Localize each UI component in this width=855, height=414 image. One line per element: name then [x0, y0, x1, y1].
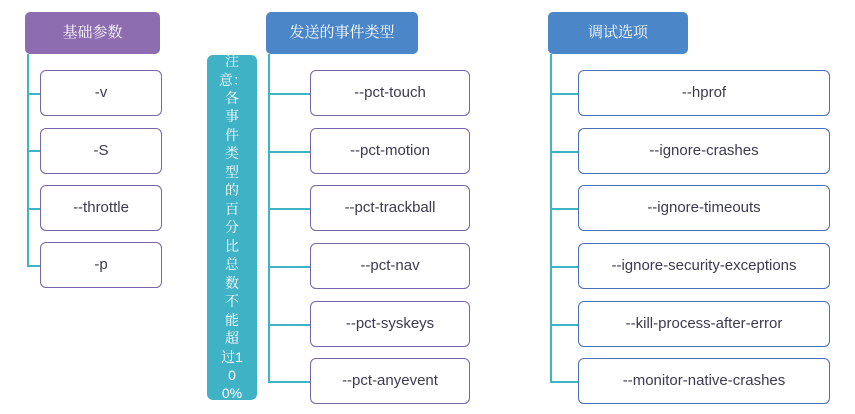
group-header-event-types[interactable]: 发送的事件类型	[266, 12, 418, 54]
node-basic-param-v[interactable]: -v	[40, 70, 162, 116]
connector-branch-event-2	[268, 151, 310, 153]
connector-branch-event-3	[268, 208, 310, 210]
node-event-pct-touch[interactable]: --pct-touch	[310, 70, 470, 116]
connector-branch-basic-2	[27, 150, 41, 152]
node-debug-hprof[interactable]: --hprof	[578, 70, 830, 116]
node-event-pct-syskeys[interactable]: --pct-syskeys	[310, 301, 470, 347]
connector-branch-event-5	[268, 324, 310, 326]
group-header-debug-options[interactable]: 调试选项	[548, 12, 688, 54]
connector-branch-debug-4	[550, 266, 578, 268]
note-percentage-limit	[207, 55, 257, 400]
node-event-pct-nav[interactable]: --pct-nav	[310, 243, 470, 289]
node-event-pct-trackball[interactable]: --pct-trackball	[310, 185, 470, 231]
connector-trunk-debug-options	[550, 54, 552, 382]
node-debug-ignore-timeouts[interactable]: --ignore-timeouts	[578, 185, 830, 231]
group-header-basic-params[interactable]: 基础参数	[25, 12, 160, 54]
node-event-pct-anyevent[interactable]: --pct-anyevent	[310, 358, 470, 404]
node-debug-ignore-security-exceptions[interactable]: --ignore-security-exceptions	[578, 243, 830, 289]
node-debug-kill-process-after-error[interactable]: --kill-process-after-error	[578, 301, 830, 347]
node-basic-param-s[interactable]: -S	[40, 128, 162, 174]
node-basic-param-throttle[interactable]: --throttle	[40, 185, 162, 231]
connector-branch-basic-4	[27, 265, 41, 267]
connector-branch-event-6	[268, 381, 310, 383]
connector-branch-event-4	[268, 266, 310, 268]
node-debug-monitor-native-crashes[interactable]: --monitor-native-crashes	[578, 358, 830, 404]
connector-branch-debug-5	[550, 324, 578, 326]
connector-branch-debug-6	[550, 381, 578, 383]
connector-branch-debug-1	[550, 93, 578, 95]
connector-trunk-event-types	[268, 54, 270, 382]
note-text: 注意：各事件类型的百分比总数不能超过100%	[219, 53, 247, 402]
connector-trunk-basic-params	[27, 54, 29, 265]
node-event-pct-motion[interactable]: --pct-motion	[310, 128, 470, 174]
node-basic-param-p[interactable]: -p	[40, 242, 162, 288]
node-debug-ignore-crashes[interactable]: --ignore-crashes	[578, 128, 830, 174]
connector-branch-basic-1	[27, 93, 41, 95]
connector-branch-basic-3	[27, 208, 41, 210]
connector-branch-event-1	[268, 93, 310, 95]
connector-branch-debug-3	[550, 208, 578, 210]
connector-branch-debug-2	[550, 151, 578, 153]
